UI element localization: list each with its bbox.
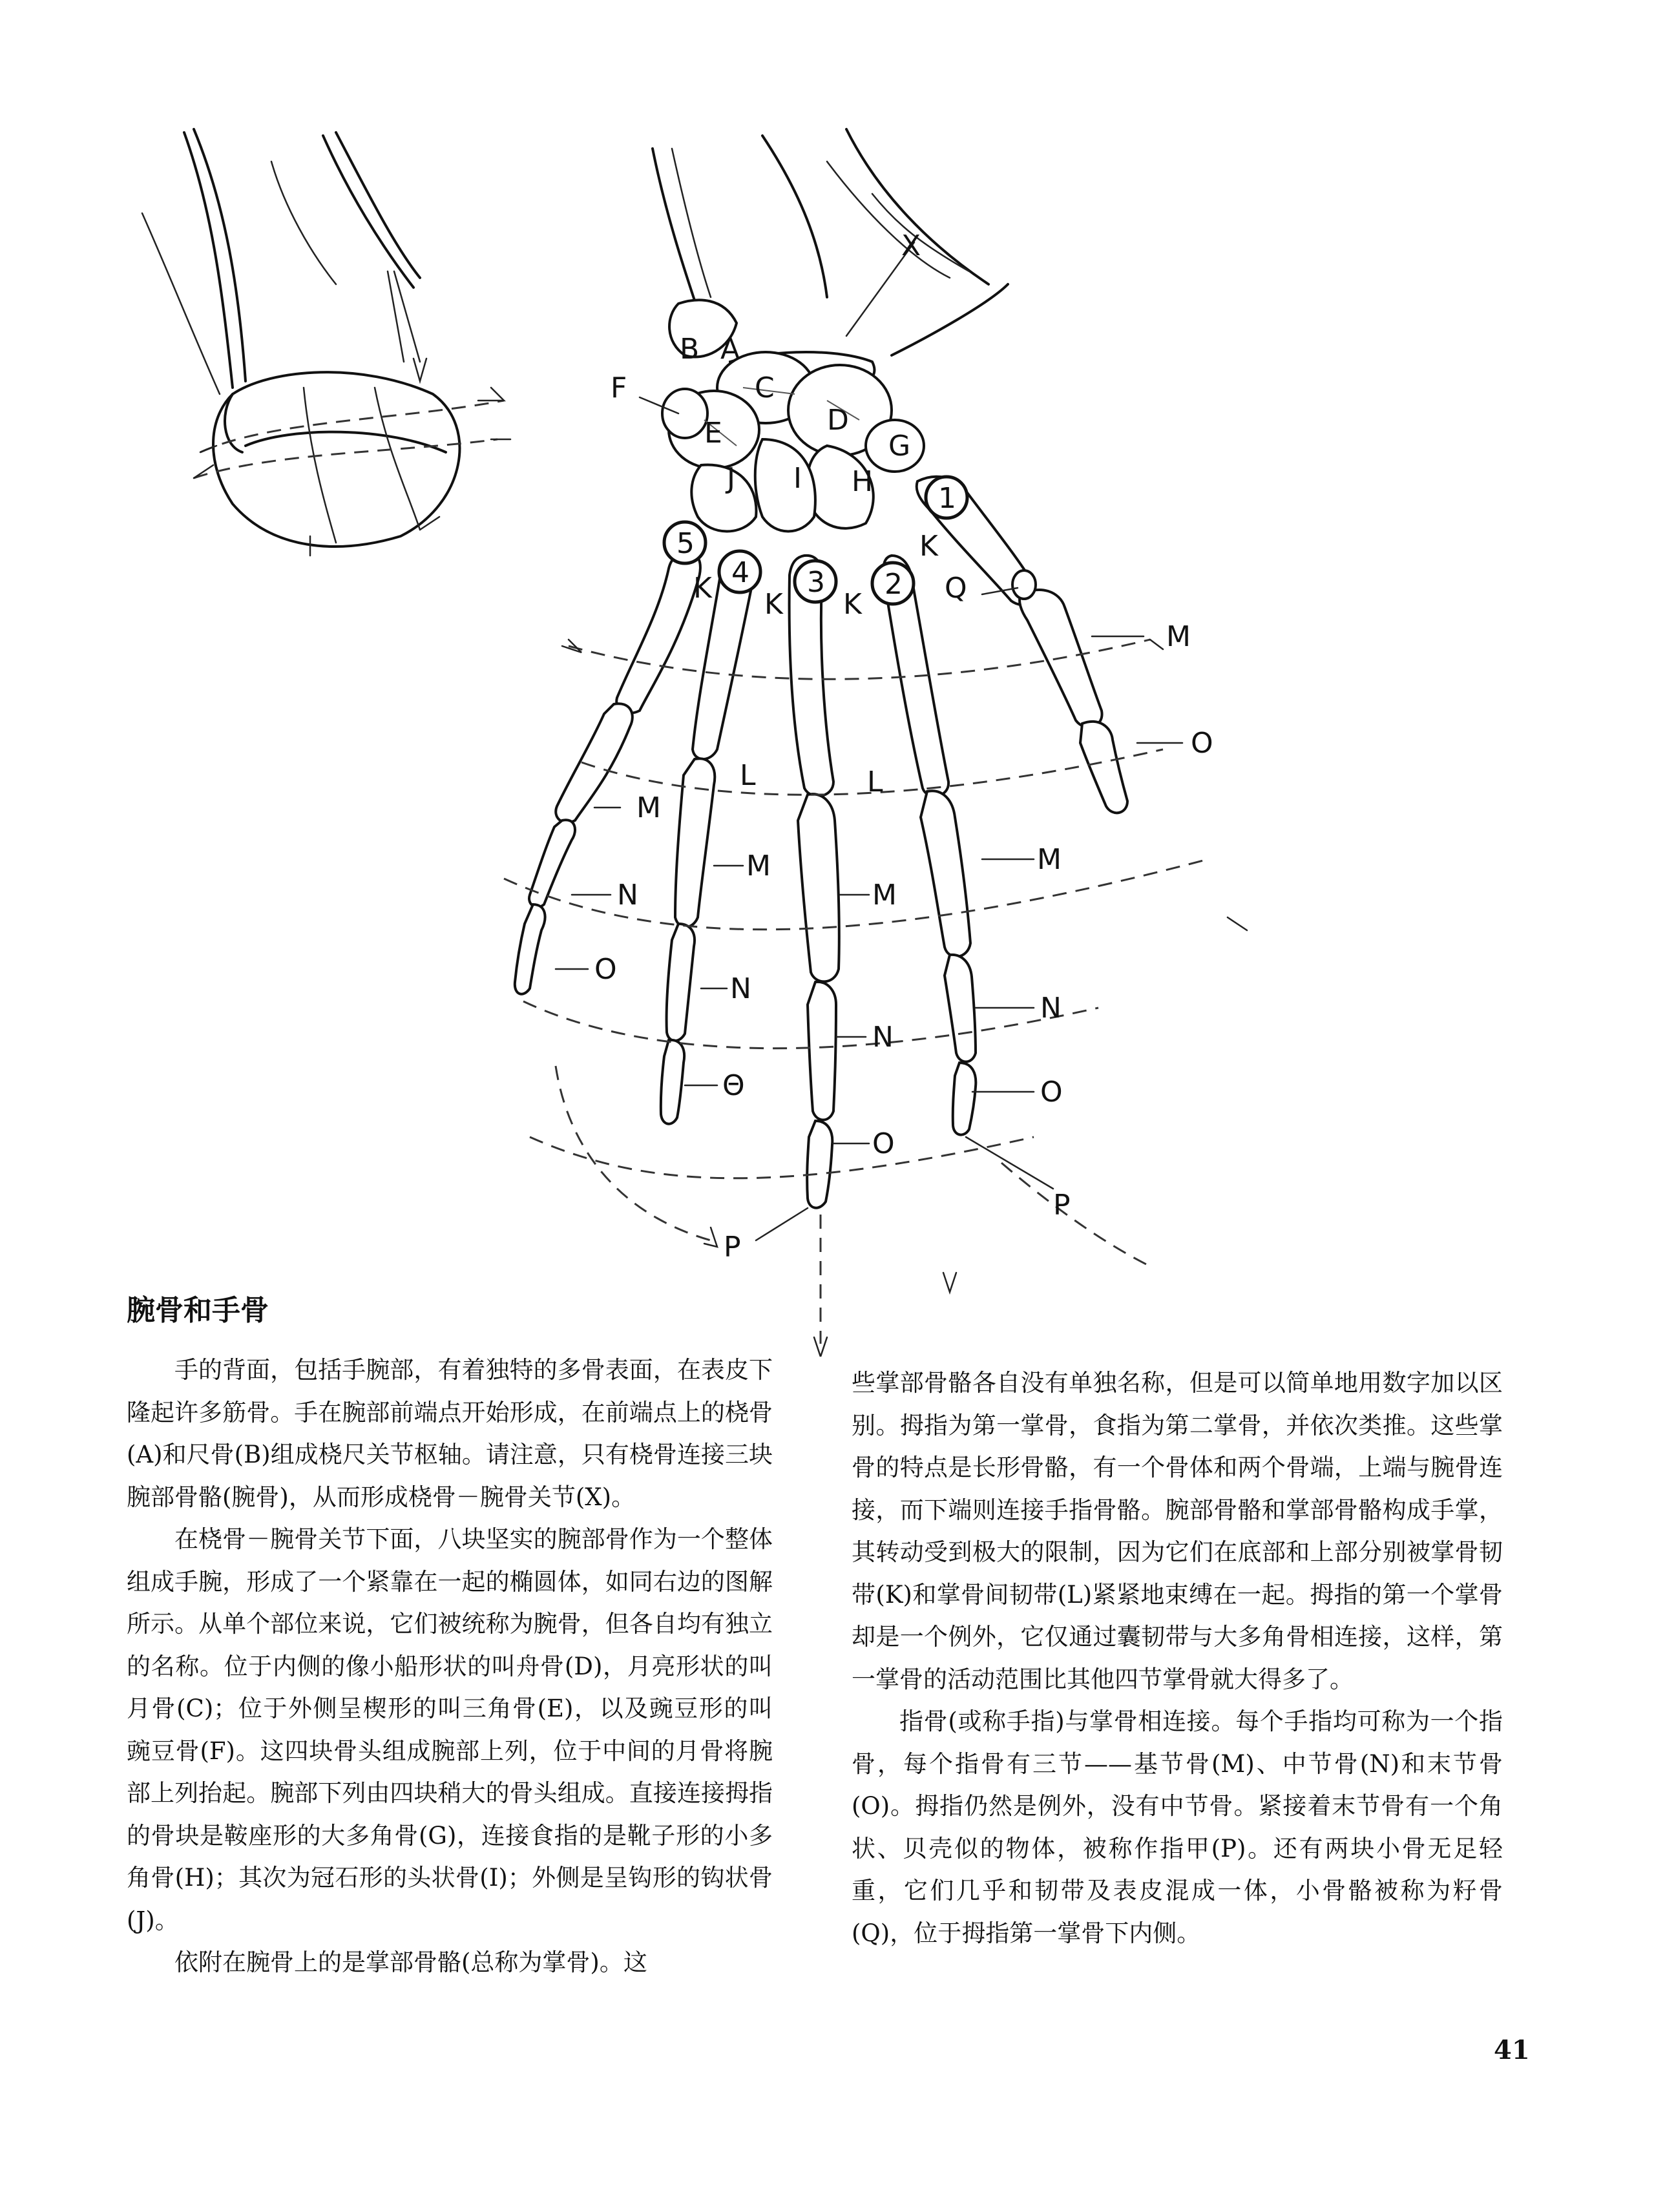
- label-m-thumb: M: [1166, 620, 1191, 653]
- paragraph: 指骨(或称手指)与掌骨相连接。每个手指均可称为一个指骨，每个指骨有三节——基节骨(M)、中节骨(N)和末节骨(O)。拇指仍然是例外，没有中节骨。紧接着末节骨有一个角状、贝壳似的物体，被称作指甲(P)。还有两块小骨无足轻重，它们几乎和韧带及表皮混成一体，小骨骼被称为籽骨(Q)，位于拇指第一掌骨下内侧。: [852, 1707, 1503, 1947]
- label-g: G: [888, 430, 911, 463]
- label-f: F: [611, 371, 627, 404]
- label-q: Q: [945, 572, 967, 605]
- svg-text:2: 2: [885, 568, 903, 601]
- label-i: I: [793, 462, 802, 495]
- label-p-middle: P: [724, 1231, 741, 1264]
- metacarpal-number-5: [664, 522, 706, 563]
- label-k-4: K: [764, 588, 783, 621]
- pisiform-bone-f: [662, 389, 707, 438]
- hamate-bone-j: [691, 465, 756, 532]
- label-n-middle: N: [872, 1021, 894, 1054]
- text-column-right: [852, 1362, 1503, 1954]
- wrist-ellipsoid-diagram: [142, 129, 510, 556]
- capitate-bone-i: [755, 439, 815, 532]
- figure-labels: [594, 229, 1213, 1264]
- label-j: J: [727, 462, 735, 495]
- metacarpal-number-2: [872, 563, 914, 604]
- label-c: C: [755, 371, 775, 404]
- label-k-3: K: [843, 588, 862, 621]
- label-m-index: M: [1037, 843, 1062, 876]
- label-n-index: N: [1040, 992, 1062, 1025]
- label-o-thumb: O: [1191, 727, 1213, 760]
- carpal-bones: [662, 352, 924, 532]
- label-x: X: [901, 229, 921, 262]
- paragraph: 些掌部骨骼各自没有单独名称，但是可以简单地用数字加以区别。拇指为第一掌骨，食指为第二掌骨，并依次类推。这些掌骨的特点是长形骨骼，有一个骨体和两个骨端，上端与腕骨连接，而下端则连接手指骨骼。腕部骨骼和掌部骨骼构成手掌，其转动受到极大的限制，因为它们在底部和上部分别被掌骨韧带(K)和掌骨间韧带(L)紧紧地束缚在一起。拇指的第一个掌骨却是一个例外，它仅通过囊韧带与大多角骨相连接，这样，第一掌骨的活动范围比其他四节掌骨就大得多了。: [852, 1369, 1503, 1693]
- label-m-little: M: [636, 791, 661, 824]
- metacarpal-number-1: [926, 477, 967, 518]
- svg-text:5: 5: [676, 527, 695, 560]
- label-p-index: P: [1053, 1189, 1071, 1222]
- label-o-little: O: [594, 953, 617, 986]
- label-e: E: [704, 417, 722, 450]
- label-l-right: L: [867, 766, 883, 798]
- paragraph: 在桡骨－腕骨关节下面，八块坚实的腕部骨作为一个整体组成手腕，形成了一个紧靠在一起的椭圆体，如同右边的图解所示。从单个部位来说，它们被统称为腕骨，但各自均有独立的名称。位于内侧的像小船形状的叫舟骨(D)，月亮形状的叫月骨(C)；位于外侧呈楔形的叫三角骨(E)，以及豌豆形的叫豌豆骨(F)。这四块骨头组成腕部上列，位于中间的月骨将腕部上列抬起。腕部下列由四块稍大的骨头组成。直接连接拇指的骨块是鞍座形的大多角骨(G)，连接食指的是靴子形的小多角骨(H)；其次为冠石形的头状骨(I)；外侧是呈钩形的钩状骨(J)。: [127, 1525, 773, 1934]
- label-k-thumb: K: [919, 530, 938, 563]
- forearm-bones: [653, 129, 1008, 390]
- label-d: D: [827, 404, 849, 437]
- label-n-little: N: [617, 879, 638, 912]
- paragraph: 依附在腕骨上的是掌部骨骼(总称为掌骨)。这: [174, 1948, 647, 1976]
- label-o-ring: Θ: [722, 1069, 745, 1102]
- label-n-ring: N: [730, 972, 751, 1005]
- svg-text:3: 3: [807, 566, 825, 599]
- page-number: 41: [1494, 2035, 1530, 2065]
- section-heading: 腕骨和手骨: [127, 1294, 269, 1327]
- label-b: B: [680, 333, 700, 366]
- label-o-index: O: [1040, 1076, 1063, 1109]
- label-m-middle: M: [872, 879, 897, 912]
- svg-text:1: 1: [938, 482, 956, 515]
- svg-text:4: 4: [731, 556, 749, 589]
- paragraph: 手的背面，包括手腕部，有着独特的多骨表面，在表皮下隆起许多筋骨。手在腕部前端点开始形成，在前端点上的桡骨(A)和尺骨(B)组成桡尺关节枢轴。请注意，只有桡骨连接三块腕部骨骼(腕骨)，从而形成桡骨－腕骨关节(X)。: [127, 1356, 773, 1511]
- metacarpal-number-3: [795, 561, 836, 602]
- metacarpal-number-4: [719, 551, 760, 592]
- label-m-ring: M: [746, 850, 771, 882]
- label-k-5: K: [693, 572, 712, 605]
- label-l-left: L: [740, 759, 756, 792]
- label-h: H: [852, 465, 874, 498]
- label-o-middle: O: [872, 1127, 895, 1160]
- label-a: A: [720, 333, 740, 366]
- text-column-left: [127, 1349, 773, 1984]
